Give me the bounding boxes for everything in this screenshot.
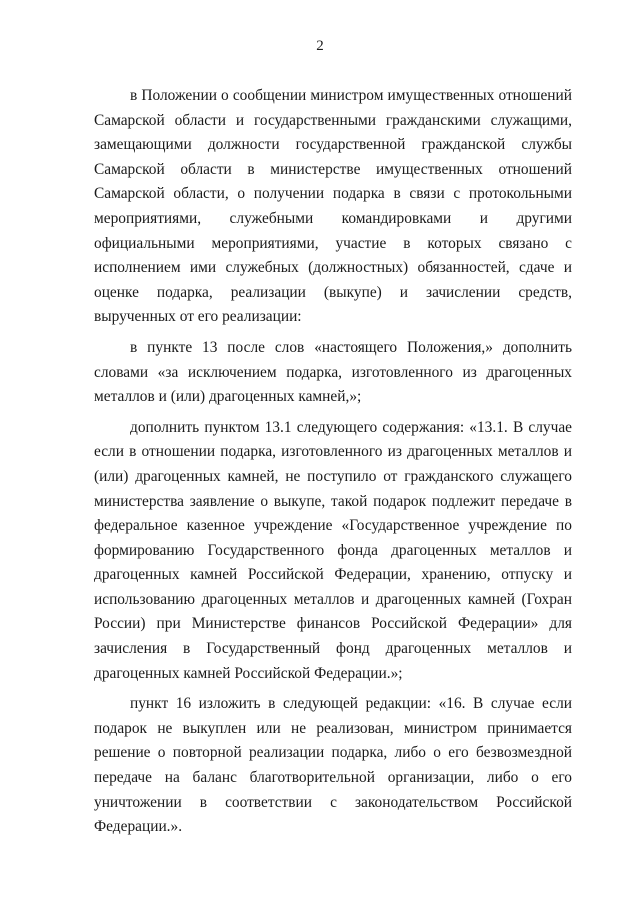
page-number: 2 <box>316 38 324 54</box>
paragraph-clause-13: в пункте 13 после слов «настоящего Положения,» дополнить словами «за исключением подарка, изготовленного из драгоценных металлов и (или) драгоценных камней,»; <box>94 338 572 406</box>
paragraph-regulation-title: в Положении о сообщении министром имущественных отношений Самарской области и государственными гражданскими служащими, замещающими должности государственной гражданской службы Самарской области в министерстве имущественных отношений Самарской области, о получении подарка в связи с протокольными мероприятиями, служебными командировками и другими официальными мероприятиями, участие в которых связано с исполнением ими служебных (должностных) обязанностей, сдаче и оценке подарка, реализации (выкупе) и зачислении средств, вырученных от его реализации: <box>94 87 572 326</box>
paragraph-clause-13-1: дополнить пунктом 13.1 следующего содержания: «13.1. В случае если в отношении подарка, изготовленного из драгоценных металлов и (или) драгоценных камней, не поступило от гражданского служащего министерства заявление о выкупе, такой подарок подлежит передаче в федеральное казенное учреждение «Государственное учреждение по формированию Государственного фонда драгоценных металлов и драгоценных камней Российской Федерации, хранению, отпуску и использованию драгоценных металлов и драгоценных камней (Гохран России) при Министерстве финансов Российской Федерации» для зачисления в Государственный фонд драгоценных металлов и драгоценных камней Российской Федерации.»; <box>94 418 572 682</box>
document-body <box>94 84 572 840</box>
paragraph-clause-16: пункт 16 изложить в следующей редакции: «16. В случае если подарок не выкуплен или не реализован, министром принимается решение о повторной реализации подарка, либо о его безвозмездной передаче на баланс благотворительной организации, либо о его уничтожении в соответствии с законодательством Российской Федерации.». <box>94 695 572 836</box>
